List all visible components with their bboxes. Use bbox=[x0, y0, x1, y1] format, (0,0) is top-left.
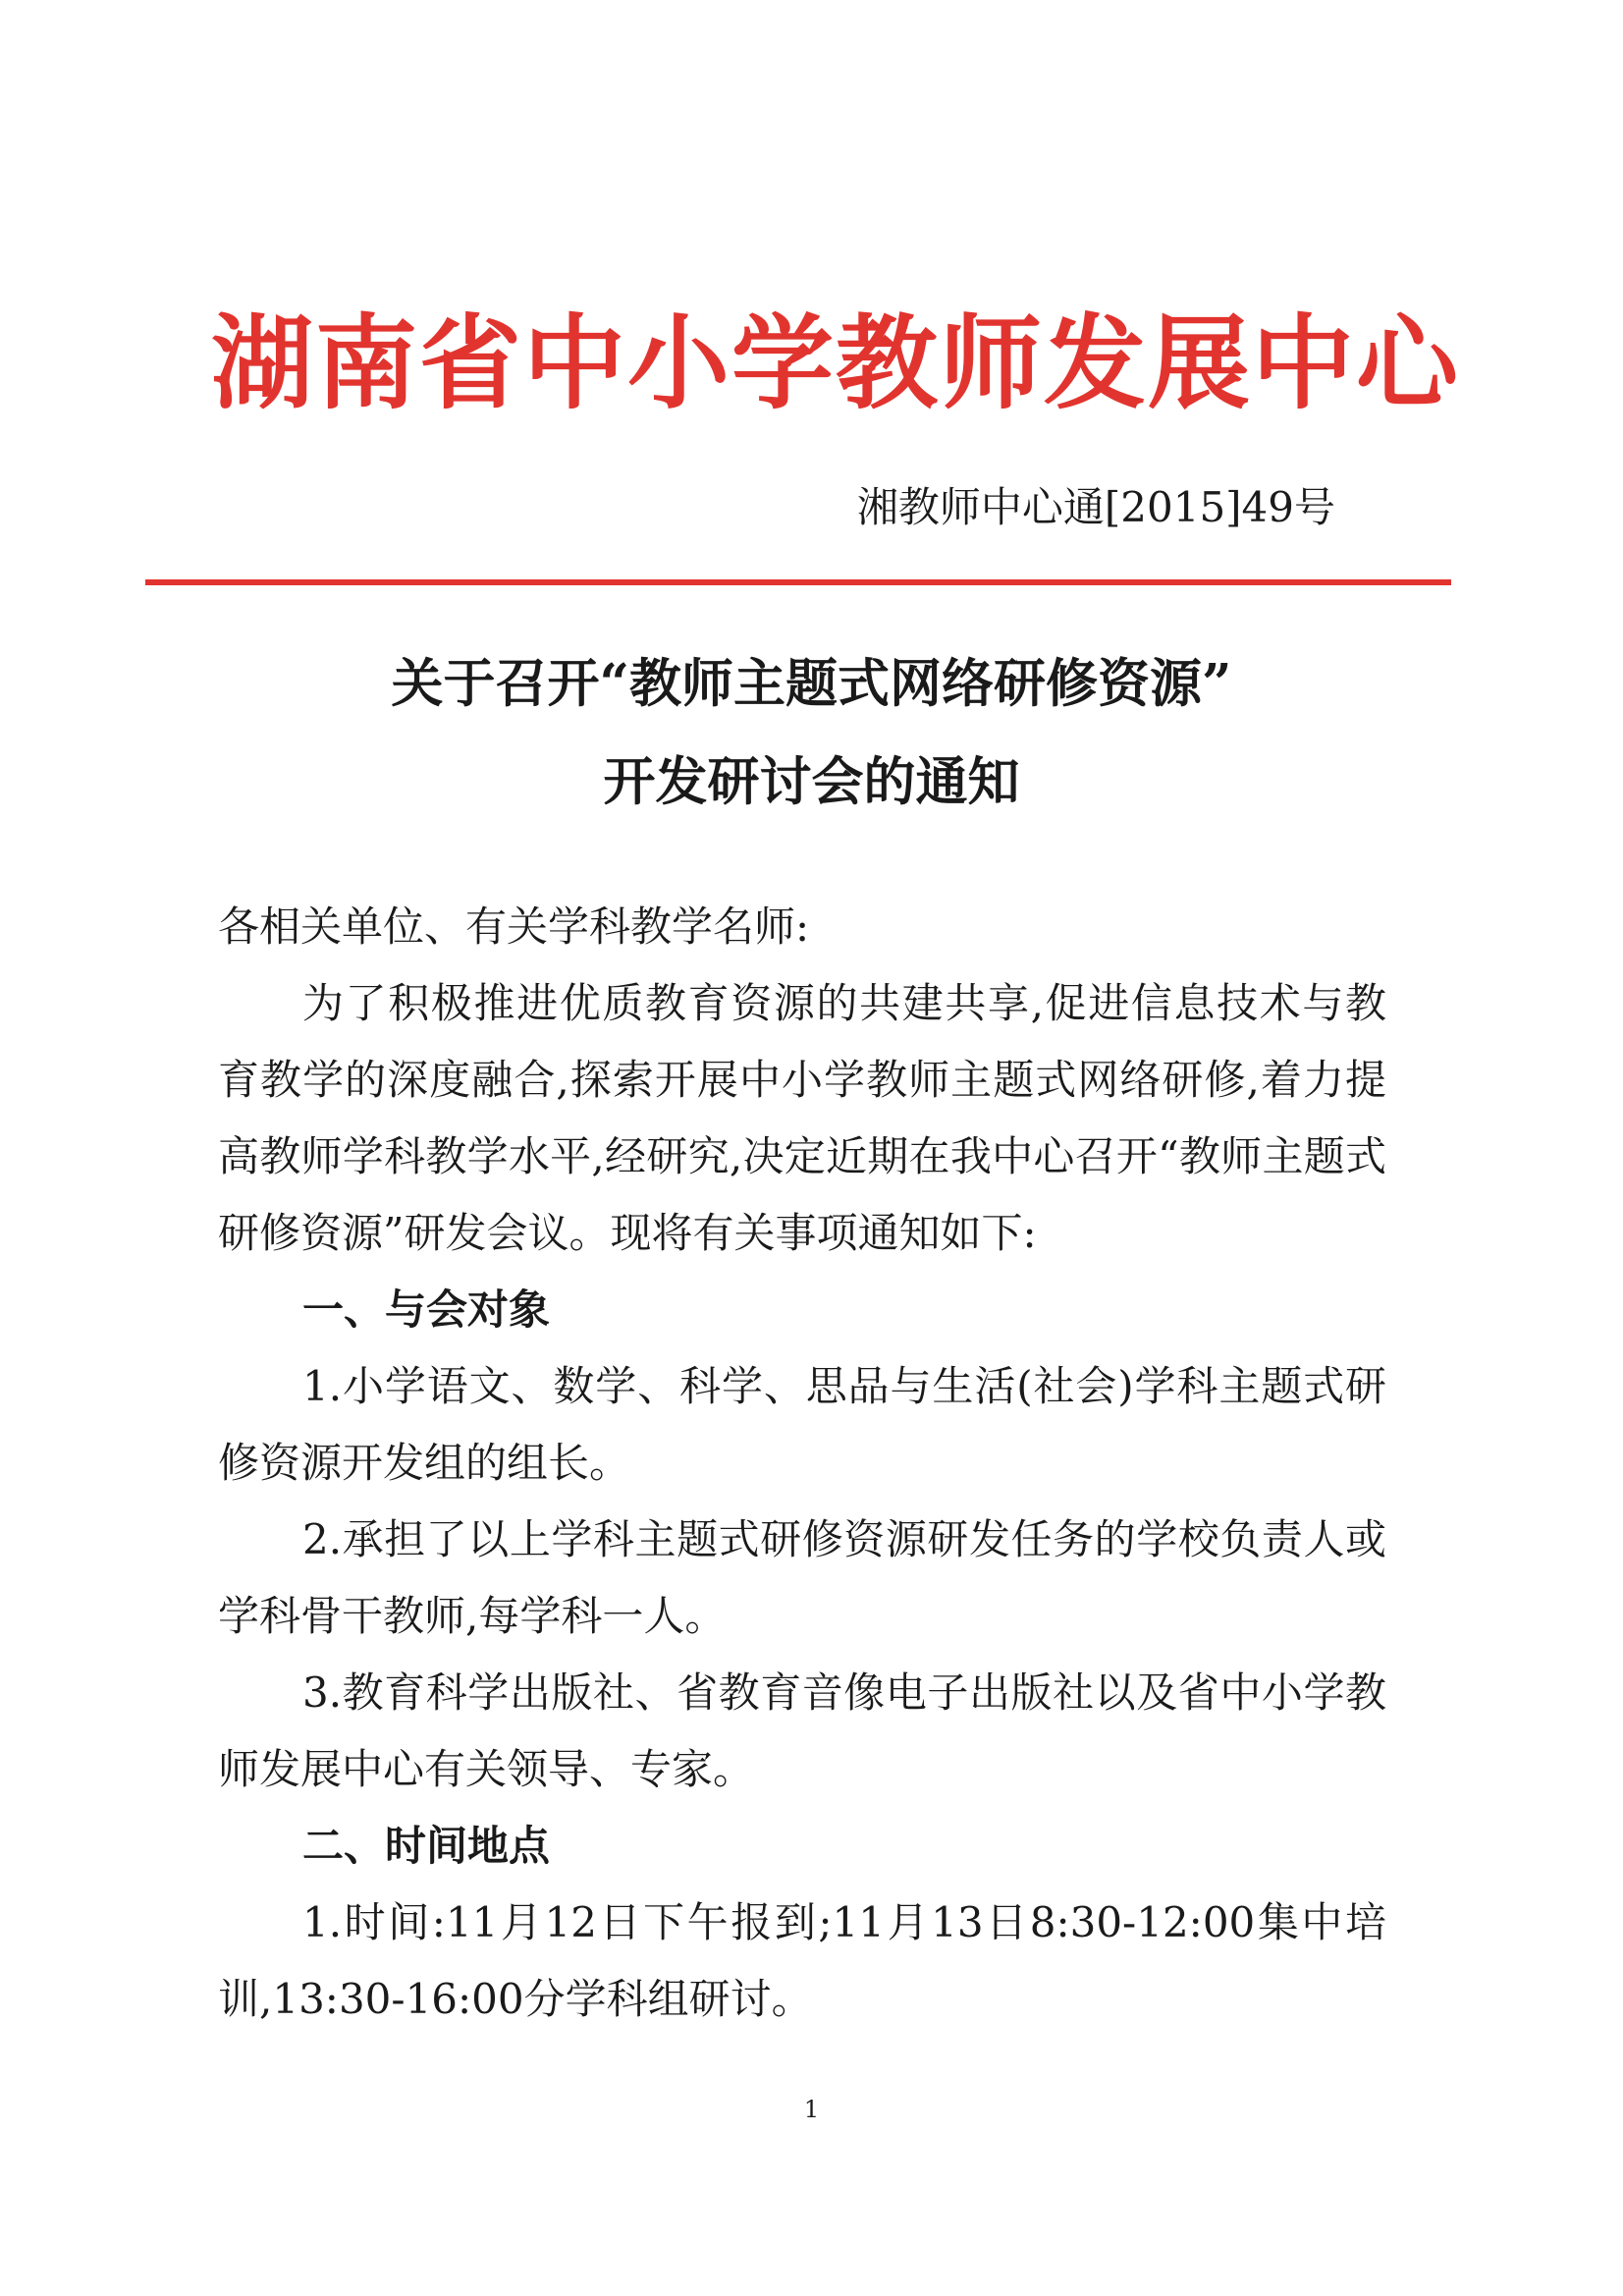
section-heading-attendees: 一、与会对象 bbox=[302, 1285, 551, 1334]
salutation: 各相关单位、有关学科教学名师: bbox=[218, 902, 810, 951]
document-number: 湘教师中心通[2015]49号 bbox=[856, 483, 1335, 531]
notice-body bbox=[218, 889, 1386, 2038]
notice-title-line-2: 开发研讨会的通知 bbox=[603, 751, 1020, 812]
intro-paragraph: 为了积极推进优质教育资源的共建共享,促进信息技术与教育教学的深度融合,探索开展中小学教师主题式网络研修,着力提高教师学科教学水平,经研究,决定近期在我中心召开“教师主题式研修资源”研发会议。现将有关事项通知如下: bbox=[218, 979, 1386, 1257]
time-item: 1.时间:11月12日下午报到;11月13日8:30-12:00集中培训,13:30-16:00分学科组研讨。 bbox=[218, 1898, 1386, 2023]
page-number: 1 bbox=[803, 2096, 820, 2123]
attendee-item: 1.小学语文、数学、科学、思品与生活(社会)学科主题式研修资源开发组的组长。 bbox=[218, 1362, 1386, 1487]
section-heading-time-place: 二、时间地点 bbox=[302, 1822, 551, 1870]
attendee-item: 3.教育科学出版社、省教育音像电子出版社以及省中小学教师发展中心有关领导、专家。 bbox=[218, 1668, 1386, 1793]
attendee-item: 2.承担了以上学科主题式研修资源研发任务的学校负责人或学科骨干教师,每学科一人。 bbox=[218, 1515, 1386, 1640]
letterhead-red-rule bbox=[145, 579, 1451, 585]
notice-title-line-1: 关于召开“教师主题式网络研修资源” bbox=[391, 653, 1232, 714]
letterhead-org-name: 湖南省中小学教师发展中心 bbox=[211, 303, 1461, 423]
